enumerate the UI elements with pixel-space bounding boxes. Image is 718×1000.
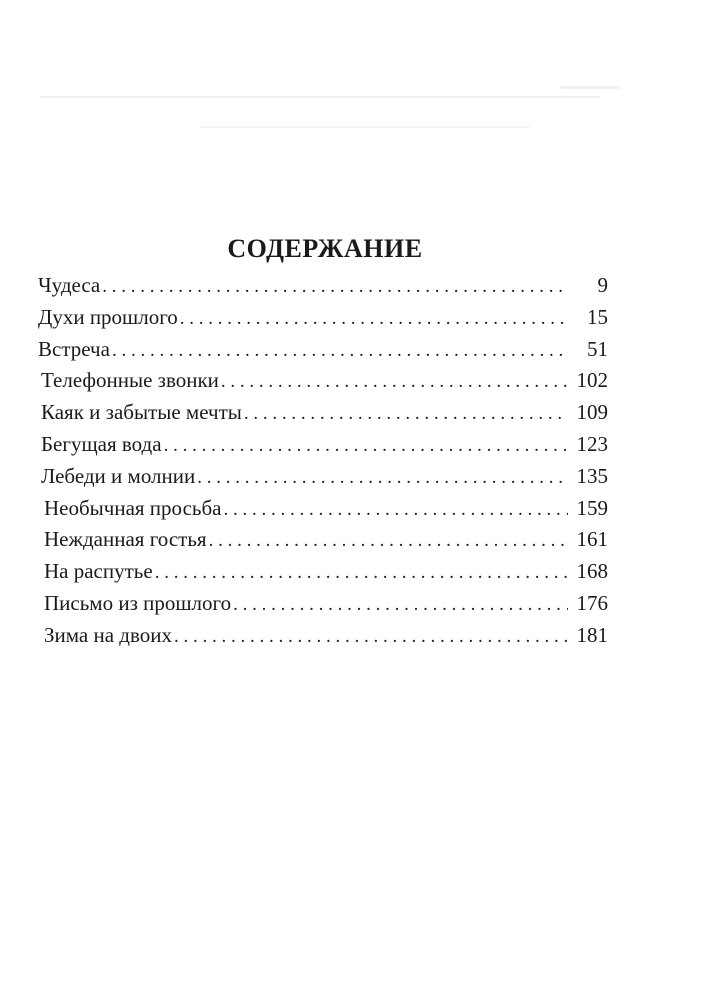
toc-entry-title: Зима на двоих <box>44 622 172 647</box>
bleed-through-line <box>40 96 600 98</box>
toc-entry-title: Письмо из прошлого <box>44 590 232 615</box>
toc-entry-page: 176 <box>576 590 608 615</box>
toc-entry-page: 9 <box>597 273 608 297</box>
toc-entry <box>38 302 608 334</box>
toc-leader-dots <box>221 366 568 398</box>
toc-entry-page: 159 <box>576 495 608 520</box>
toc-entry-title: Лебеди и молнии <box>41 463 196 488</box>
toc-entry-page: 168 <box>576 559 608 584</box>
toc-leader-dots <box>197 462 568 494</box>
toc-entry-page: 161 <box>576 527 608 552</box>
toc-entry <box>38 334 608 366</box>
toc-entry <box>44 524 608 556</box>
toc-entry-page: 181 <box>576 622 608 647</box>
toc-entry-title: Телефонные звонки <box>41 368 219 393</box>
bleed-through-line <box>560 86 620 89</box>
toc-entry <box>44 588 608 620</box>
toc-entry-page: 15 <box>587 304 608 329</box>
toc-leader-dots <box>180 303 568 335</box>
toc-list <box>38 270 608 652</box>
toc-entry <box>44 493 608 525</box>
toc-entry <box>41 397 608 429</box>
toc-leader-dots <box>233 589 568 621</box>
toc-entry <box>44 556 608 588</box>
toc-leader-dots <box>155 557 568 589</box>
toc-entry <box>44 620 608 652</box>
toc-entry-page: 123 <box>576 431 608 456</box>
toc-entry-title: Нежданная гостья <box>44 527 207 552</box>
toc-title: СОДЕРЖАНИЕ <box>227 234 423 263</box>
toc-leader-dots <box>244 398 568 430</box>
toc-leader-dots <box>174 621 568 653</box>
toc-entry <box>41 365 608 397</box>
toc-leader-dots <box>209 525 568 557</box>
toc-entry-page: 109 <box>576 400 608 425</box>
toc-entry-title: Чудеса <box>38 273 101 297</box>
toc-entry <box>38 270 608 302</box>
toc-leader-dots <box>164 430 568 462</box>
toc-leader-dots <box>112 335 568 367</box>
bleed-through-line <box>200 126 530 128</box>
toc-entry-title: Каяк и забытые мечты <box>41 400 242 425</box>
toc-entry <box>41 429 608 461</box>
toc-entry-page: 102 <box>576 368 608 393</box>
toc-entry-title: На распутье <box>44 559 153 584</box>
toc-entry-title: Духи прошлого <box>38 304 178 329</box>
toc-leader-dots <box>223 494 568 526</box>
toc-entry-page: 135 <box>576 463 608 488</box>
toc-entry-title: Необычная просьба <box>44 495 222 520</box>
toc-leader-dots <box>102 271 568 303</box>
toc-entry-page: 51 <box>587 336 608 361</box>
toc-entry <box>41 461 608 493</box>
toc-entry-title: Бегущая вода <box>41 431 162 456</box>
toc-entry-title: Встреча <box>38 336 110 361</box>
